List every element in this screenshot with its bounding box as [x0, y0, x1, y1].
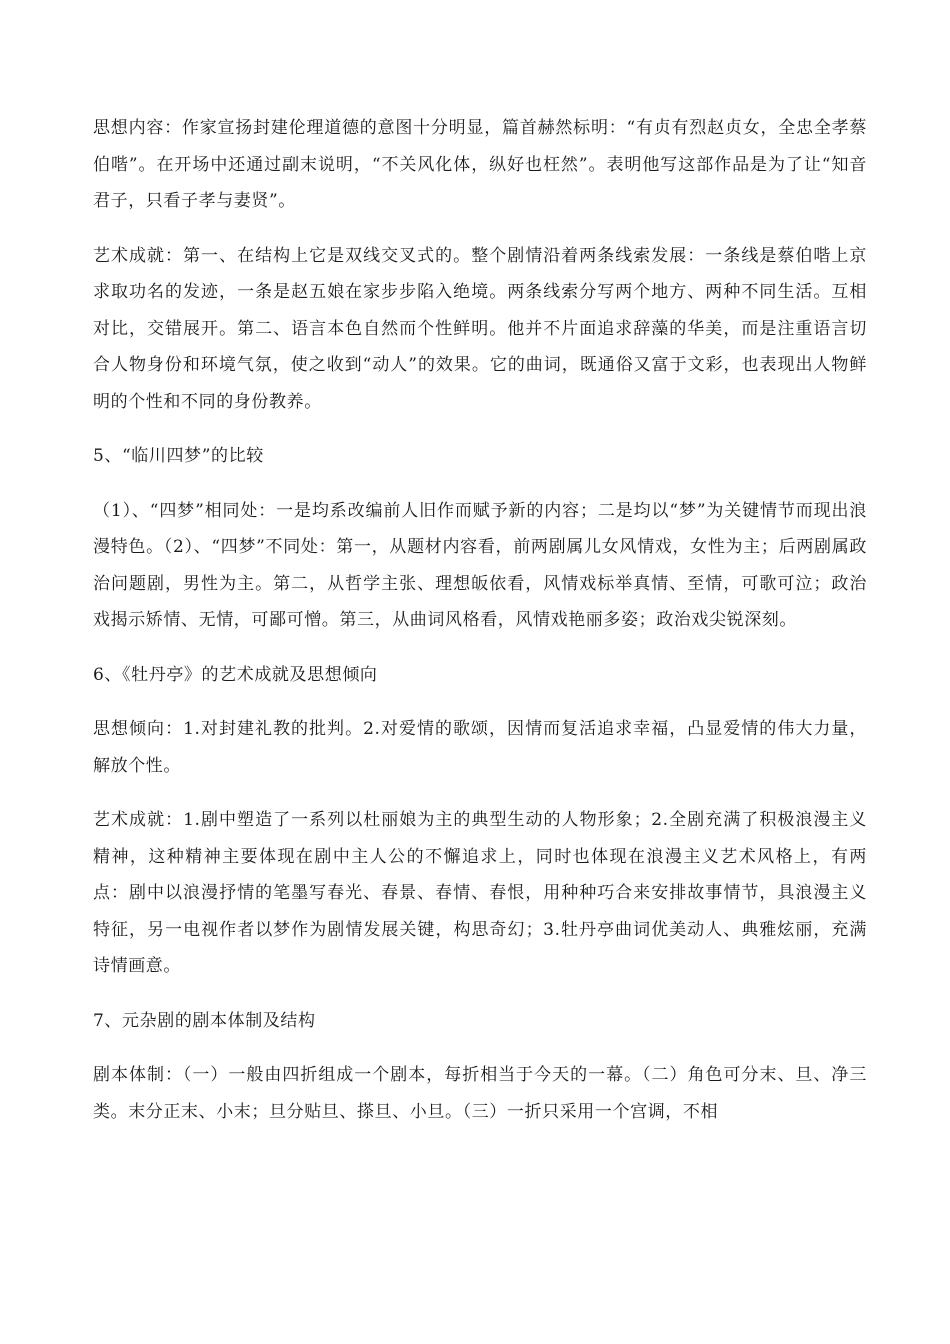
section-heading-5: 5、“临川四梦”的比较 — [93, 446, 264, 466]
section-heading-7: 7、元杂剧的剧本体制及结构 — [93, 1010, 316, 1031]
section-heading-6: 6、《牡丹亭》的艺术成就及思想倾向 — [93, 664, 378, 685]
paragraph-thought-tendency: 思想倾向：1.对封建礼教的批判。2.对爱情的歌颂，因情而复活追求幸福，凸显爱情的伟大力量，解放个性。 — [93, 719, 867, 776]
paragraph-four-dreams-comparison: （1）、“四梦”相同处：一是均系改编前人旧作而赋予新的内容；二是均以“梦”为关键情节而现出浪漫特色。（2）、“四梦”不同处：第一，从题材内容看，前两剧属儿女风情戏，女性为主；后两剧属政治问题剧，男性为主。第二，从哲学主张、理想皈依看，风情戏标举真情、至情，可歌可泣；政治戏揭示矫情、无情，可鄙可憎。第三，从曲词风格看，风情戏艳丽多姿；政治戏尖锐深刻。 — [93, 500, 867, 630]
paragraph-artistic-achievement: 艺术成就：第一、在结构上它是双线交叉式的。整个剧情沿着两条线索发展：一条线是蔡伯喈上京求取功名的发迹，一条是赵五娘在家步步陷入绝境。两条线索分写两个地方、两种不同生活。互相对比，交错展开。第二、语言本色自然而个性鲜明。他并不片面追求辞藻的华美，而是注重语言切合人物身份和环境气氛，使之收到“动人”的效果。它的曲词，既通俗又富于文彩，也表现出人物鲜明的个性和不同的身份教养。 — [93, 245, 867, 412]
document-body — [93, 110, 867, 1148]
paragraph-peony-pavilion-art: 艺术成就：1.剧中塑造了一系列以杜丽娘为主的典型生动的人物形象；2.全剧充满了积极浪漫主义精神，这种精神主要体现在剧中主人公的不懈追求上，同时也体现在浪漫主义艺术风格上，有两点：剧中以浪漫抒情的笔墨写春光、春景、春情、春恨，用种种巧合来安排故事情节，具浪漫主义特征，另一电视作者以梦作为剧情发展关键，构思奇幻；3.牡丹亭曲词优美动人、典雅炫丽，充满诗情画意。 — [93, 810, 867, 976]
paragraph-script-system: 剧本体制：（一）一般由四折组成一个剧本，每折相当于今天的一幕。（二）角色可分末、旦、净三类。末分正末、小末；旦分贴旦、搽旦、小旦。（三）一折只采用一个宫调，不相 — [93, 1065, 867, 1122]
paragraph-thought-content: 思想内容：作家宣扬封建伦理道德的意图十分明显，篇首赫然标明：“有贞有烈赵贞女，全忠全孝蔡伯喈”。在开场中还通过副末说明，“不关风化体，纵好也枉然”。表明他写这部作品是为了让“知音君子，只看子孝与妻贤”。 — [93, 118, 867, 211]
